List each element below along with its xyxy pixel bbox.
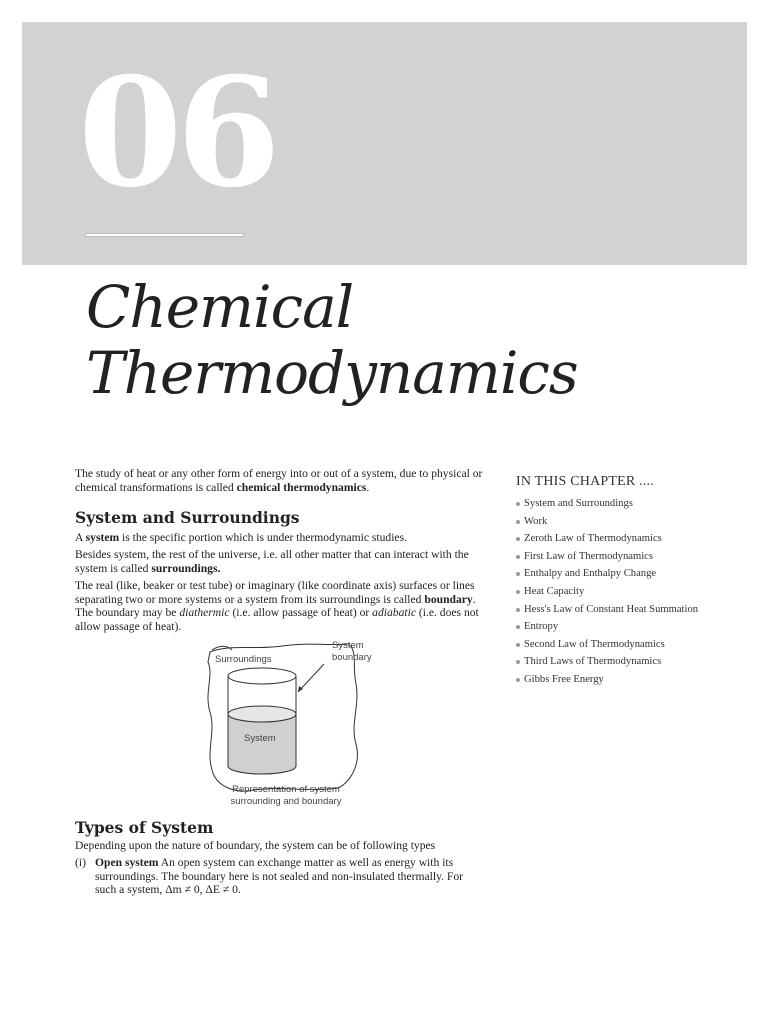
sidebar-item	[516, 567, 736, 581]
text: (i.e. does not allow passage of heat).	[75, 606, 479, 633]
bullet-icon	[516, 555, 520, 559]
bullet-icon	[516, 590, 520, 594]
intro-text: The study of heat or any other form of energy into or out of a system, due to physical or chemical transformations is called	[75, 467, 483, 494]
term-open-system: Open system	[95, 856, 159, 869]
text: A	[75, 531, 86, 544]
types-intro: Depending upon the nature of boundary, the system can be of following types	[75, 839, 436, 852]
sidebar-item-label: Second Law of Thermodynamics	[524, 638, 665, 650]
bullet-icon	[516, 537, 520, 541]
text: An open system can exchange matter as well as energy with its surroundings. The boundary here is not sealed and non-insulated thermally. For such a system, Δm ≠ 0, ΔE ≠ 0.	[95, 856, 464, 896]
caption-line1: Representation of system	[232, 784, 340, 795]
chapter-title	[86, 274, 578, 406]
list-item-open-system	[75, 856, 485, 900]
chapter-number-underline	[85, 233, 244, 237]
text: Besides system, the rest of the universe, i.e. all other matter that can interact with the system is called	[75, 548, 469, 575]
sidebar-item	[516, 673, 736, 687]
bullet-icon	[516, 660, 520, 664]
caption-line2: surrounding and boundary	[230, 795, 342, 807]
sidebar-item	[516, 620, 736, 634]
diagram-caption	[216, 784, 356, 807]
bullet-icon	[516, 572, 520, 576]
sidebar-item-label: Heat Capacity	[524, 585, 585, 597]
intro-term: chemical thermodynamics	[236, 480, 367, 494]
sidebar-item	[516, 515, 736, 529]
term-boundary: boundary	[424, 592, 473, 606]
sidebar-list	[516, 497, 736, 687]
text: (i.e. allow passage of heat) or	[229, 606, 373, 619]
bullet-icon	[516, 608, 520, 612]
sidebar-item	[516, 532, 736, 546]
bullet-icon	[516, 678, 520, 682]
text: is the specific portion which is under thermodynamic studies.	[119, 531, 407, 544]
chapter-number: 06	[78, 45, 275, 221]
label-surroundings: Surroundings	[215, 654, 272, 665]
sidebar-item-label: Entropy	[524, 621, 559, 633]
term-adiabatic: adiabatic	[372, 606, 416, 619]
bullet-icon	[516, 625, 520, 629]
surroundings-definition	[75, 548, 483, 575]
chapter-title-line2: Thermodynamics	[86, 339, 578, 407]
sidebar-item	[516, 603, 736, 617]
bullet-icon	[516, 643, 520, 647]
surroundings-pointer	[212, 646, 232, 650]
sidebar-item	[516, 550, 736, 564]
boundary-pointer	[298, 664, 324, 692]
sidebar-item-label: System and Surroundings	[524, 498, 633, 509]
bullet-icon	[516, 502, 520, 506]
liquid-surface	[228, 706, 296, 722]
sidebar-item-label: Enthalpy and Enthalpy Change	[524, 568, 657, 580]
sidebar-item	[516, 585, 736, 599]
system-definition	[75, 531, 483, 545]
text: . The boundary may be	[75, 592, 476, 619]
sidebar-item	[516, 638, 736, 652]
chapter-title-line1: Chemical	[86, 273, 354, 341]
sidebar-item-label: Zeroth Law of Thermodynamics	[524, 533, 662, 545]
list-number: (i)	[75, 856, 86, 869]
list-text	[95, 856, 485, 897]
intro-paragraph	[75, 467, 483, 494]
sidebar-title: IN THIS CHAPTER ....	[516, 474, 654, 489]
sidebar-item	[516, 655, 736, 669]
sidebar-item-label: First Law of Thermodynamics	[524, 550, 653, 562]
sidebar-item-label: Work	[524, 515, 548, 527]
section-heading-system: System and Surroundings	[75, 508, 300, 527]
term-surroundings: surroundings.	[151, 561, 221, 575]
intro-end: .	[366, 480, 370, 494]
chapter-contents-sidebar	[516, 474, 736, 691]
beaker-top	[228, 668, 296, 684]
sidebar-item-label: Gibbs Free Energy	[524, 673, 604, 685]
sidebar-item-label: Hess's Law of Constant Heat Summation	[524, 603, 699, 615]
sidebar-item-label: Third Laws of Thermodynamics	[524, 656, 662, 668]
sidebar-item	[516, 497, 736, 511]
label-boundary-line1: System	[332, 640, 364, 651]
label-system-boundary	[332, 640, 372, 663]
label-system: System	[244, 733, 276, 744]
term-diathermic: diathermic	[179, 606, 230, 619]
bullet-icon	[516, 520, 520, 524]
boundary-definition	[75, 579, 483, 633]
section-heading-types: Types of System	[75, 818, 214, 837]
term-system: system	[85, 531, 120, 544]
text: The real (like, beaker or test tube) or imaginary (like coordinate axis) surfaces or lines separating two or more systems or a system from its surroundings is called	[75, 579, 475, 606]
label-boundary-line2: boundary	[332, 651, 372, 663]
